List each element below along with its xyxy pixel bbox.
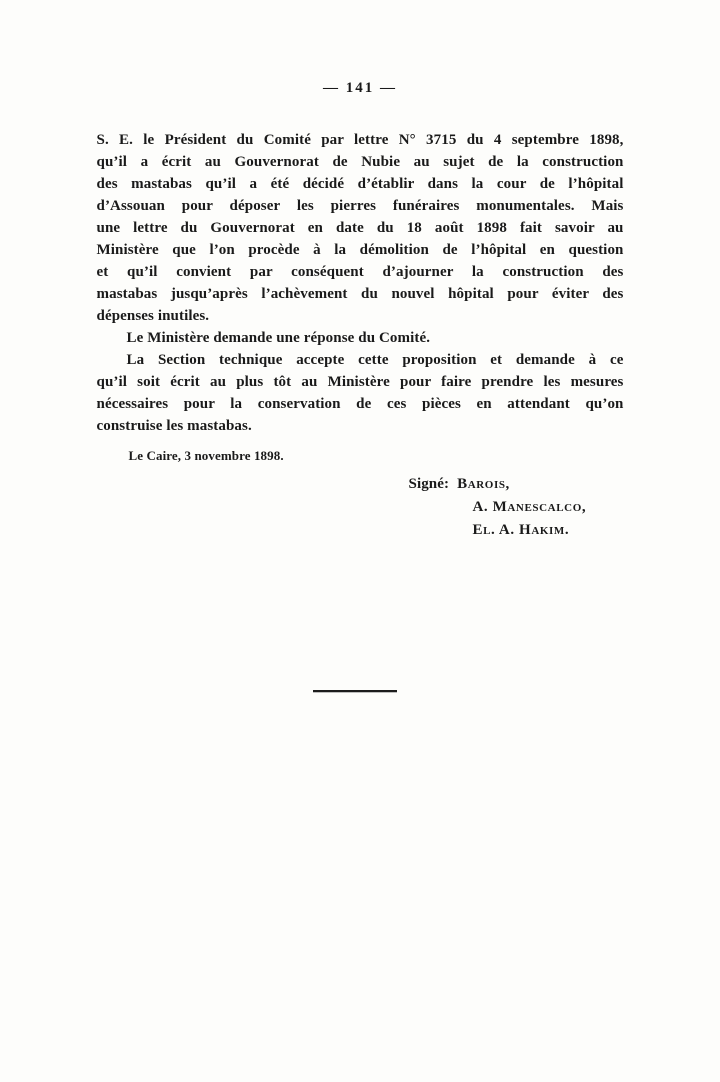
text-line: construise les mastabas. [96, 418, 252, 434]
text-line: nécessaires pour la conservation de ces pièces en attendant qu’on [96, 396, 624, 412]
text-line: Le Ministère demande une réponse du Comité. [126, 330, 431, 346]
text-line: Ministère que l’on procède à la démolition de l’hôpital en question [96, 242, 624, 258]
signatory-name: Barois, [457, 476, 510, 492]
text-line: une lettre du Gouvernorat en date du 18 août 1898 fait savoir au [96, 220, 624, 236]
text-line: des mastabas qu’il a été décidé d’établir dans la cour de l’hôpital [96, 176, 624, 192]
text-line: d’Assouan pour déposer les pierres funéraires monumentales. Mais [96, 198, 624, 214]
text-line: qu’il a écrit au Gouvernorat de Nubie au sujet de la construction [96, 154, 624, 170]
paragraph [97, 129, 624, 327]
text-line: qu’il soit écrit au plus tôt au Ministère pour faire prendre les mesures [96, 374, 624, 390]
end-rule [313, 690, 397, 692]
text-line: dépenses inutiles. [96, 308, 210, 324]
dateline: Le Caire, 3 novembre 1898. [128, 448, 284, 463]
signatory-name: A. Manescalco, [472, 499, 587, 515]
text-line: S. E. le Président du Comité par lettre N° 3715 du 4 septembre 1898, [96, 132, 624, 148]
text-block [97, 129, 624, 692]
text-line: La Section technique accepte cette proposition et demande à ce [126, 352, 624, 368]
text-line: et qu’il convient par conséquent d’ajourner la construction des [96, 264, 624, 280]
signature-block [409, 473, 624, 542]
signature-row [409, 496, 624, 519]
signature-label: Signé: [408, 476, 450, 492]
signature-row [409, 473, 624, 496]
signature-row [409, 519, 624, 542]
paragraph [97, 327, 624, 349]
text-line: mastabas jusqu’après l’achèvement du nouvel hôpital pour éviter des [96, 286, 624, 302]
paragraph [97, 349, 624, 437]
signatory-name: El. A. Hakim. [472, 522, 570, 538]
page-number: — 141 — [323, 80, 397, 96]
